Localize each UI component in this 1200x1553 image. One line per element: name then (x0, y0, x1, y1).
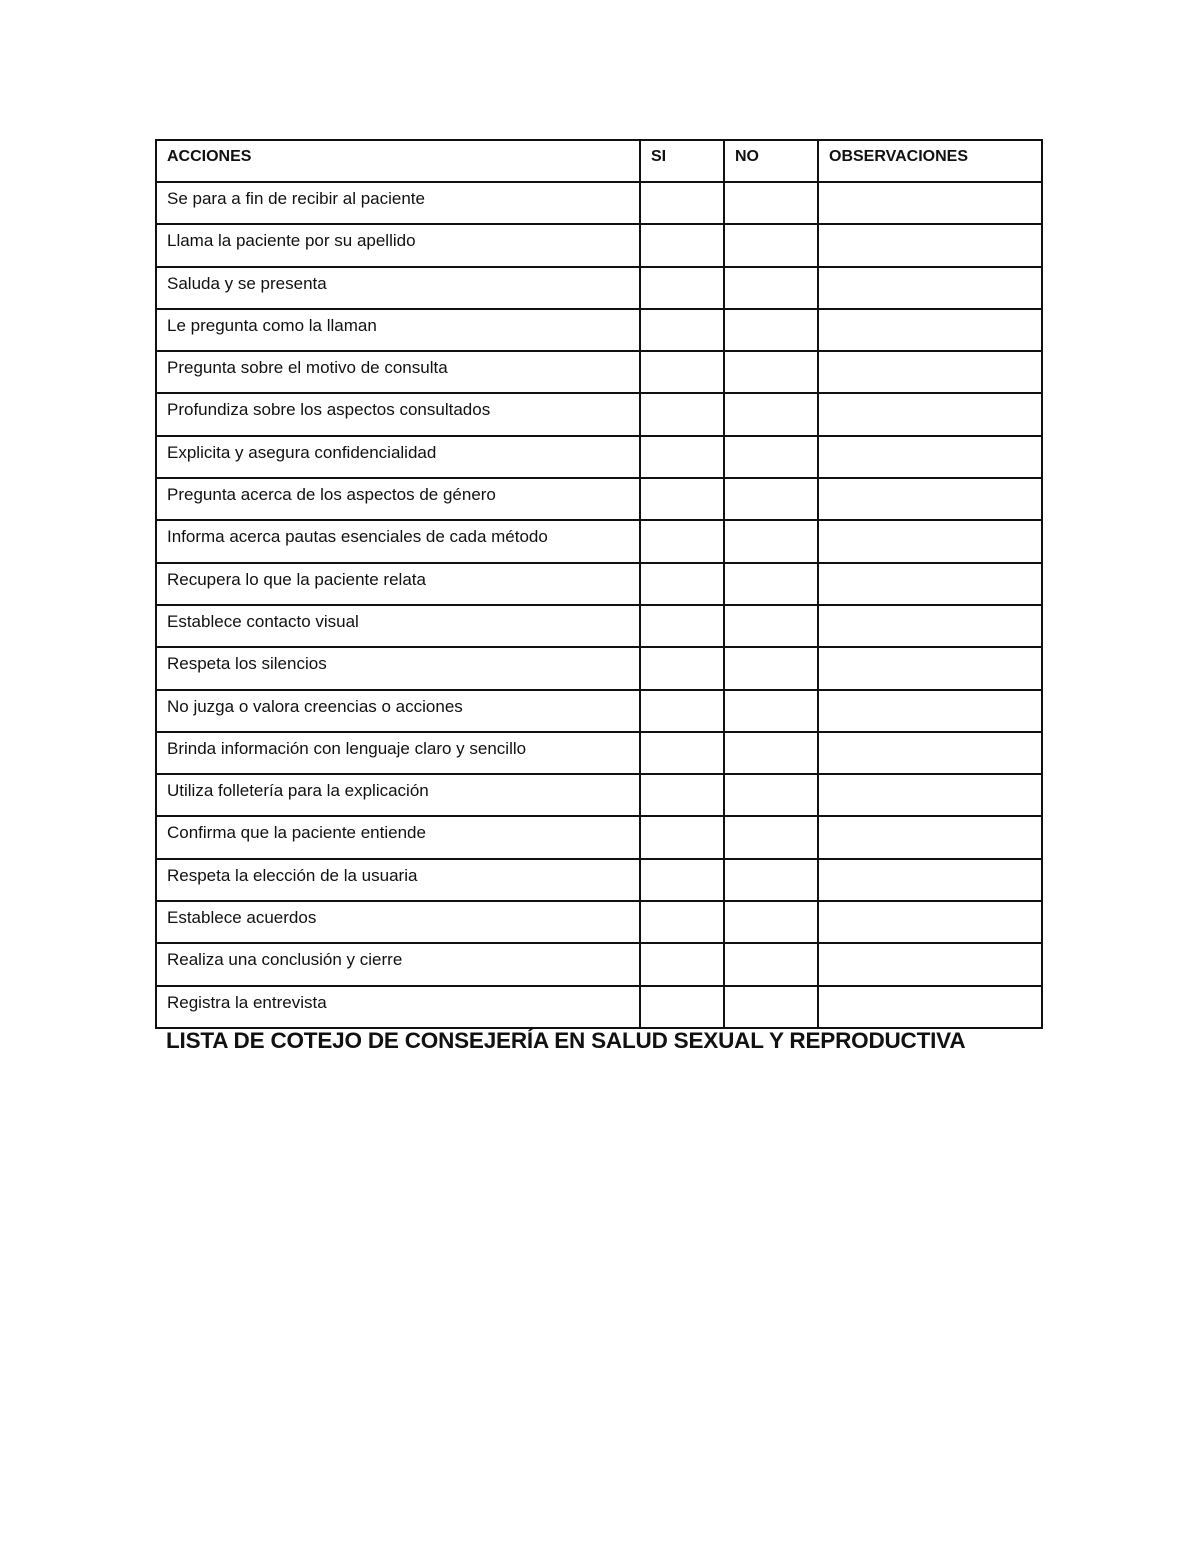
cell-si (640, 816, 724, 858)
table-row (156, 647, 1042, 689)
cell-observaciones (818, 901, 1042, 943)
table-row (156, 351, 1042, 393)
table-row (156, 436, 1042, 478)
cell-si (640, 224, 724, 266)
cell-accion: No juzga o valora creencias o acciones (156, 690, 640, 732)
table-row (156, 563, 1042, 605)
cell-accion: Establece contacto visual (156, 605, 640, 647)
cell-si (640, 309, 724, 351)
cell-observaciones (818, 859, 1042, 901)
cell-accion: Confirma que la paciente entiende (156, 816, 640, 858)
header-si: SI (640, 140, 724, 182)
cell-observaciones (818, 690, 1042, 732)
cell-accion: Informa acerca pautas esenciales de cada método (156, 520, 640, 562)
cell-accion: Llama la paciente por su apellido (156, 224, 640, 266)
cell-accion: Pregunta acerca de los aspectos de género (156, 478, 640, 520)
cell-no (724, 732, 818, 774)
cell-no (724, 816, 818, 858)
cell-accion: Realiza una conclusión y cierre (156, 943, 640, 985)
header-no: NO (724, 140, 818, 182)
cell-no (724, 647, 818, 689)
cell-si (640, 859, 724, 901)
cell-si (640, 774, 724, 816)
cell-observaciones (818, 393, 1042, 435)
cell-no (724, 436, 818, 478)
table-row (156, 393, 1042, 435)
cell-no (724, 901, 818, 943)
table-header-row (156, 140, 1042, 182)
cell-accion: Le pregunta como la llaman (156, 309, 640, 351)
cell-accion: Establece acuerdos (156, 901, 640, 943)
cell-no (724, 859, 818, 901)
cell-no (724, 267, 818, 309)
cell-accion: Brinda información con lenguaje claro y sencillo (156, 732, 640, 774)
cell-si (640, 478, 724, 520)
table-row (156, 774, 1042, 816)
cell-si (640, 943, 724, 985)
cell-si (640, 690, 724, 732)
cell-accion: Registra la entrevista (156, 986, 640, 1028)
table-row (156, 520, 1042, 562)
cell-si (640, 267, 724, 309)
cell-observaciones (818, 224, 1042, 266)
table-row (156, 605, 1042, 647)
cell-no (724, 393, 818, 435)
header-acciones: ACCIONES (156, 140, 640, 182)
cell-observaciones (818, 605, 1042, 647)
cell-observaciones (818, 774, 1042, 816)
checklist-body (156, 182, 1042, 1028)
cell-accion: Utiliza folletería para la explicación (156, 774, 640, 816)
cell-si (640, 182, 724, 224)
cell-accion: Recupera lo que la paciente relata (156, 563, 640, 605)
cell-observaciones (818, 351, 1042, 393)
cell-accion: Explicita y asegura confidencialidad (156, 436, 640, 478)
table-row (156, 690, 1042, 732)
cell-no (724, 986, 818, 1028)
cell-no (724, 351, 818, 393)
cell-accion: Pregunta sobre el motivo de consulta (156, 351, 640, 393)
cell-no (724, 224, 818, 266)
cell-observaciones (818, 647, 1042, 689)
cell-accion: Respeta los silencios (156, 647, 640, 689)
cell-no (724, 563, 818, 605)
cell-observaciones (818, 520, 1042, 562)
cell-no (724, 309, 818, 351)
table-row (156, 816, 1042, 858)
cell-si (640, 647, 724, 689)
cell-observaciones (818, 436, 1042, 478)
cell-accion: Profundiza sobre los aspectos consultados (156, 393, 640, 435)
table-row (156, 182, 1042, 224)
cell-no (724, 182, 818, 224)
table-row (156, 901, 1042, 943)
cell-si (640, 563, 724, 605)
cell-observaciones (818, 182, 1042, 224)
cell-si (640, 986, 724, 1028)
table-row (156, 309, 1042, 351)
cell-observaciones (818, 563, 1042, 605)
table-row (156, 943, 1042, 985)
cell-observaciones (818, 478, 1042, 520)
cell-si (640, 901, 724, 943)
cell-no (724, 774, 818, 816)
cell-no (724, 605, 818, 647)
cell-accion: Se para a fin de recibir al paciente (156, 182, 640, 224)
cell-observaciones (818, 816, 1042, 858)
table-row (156, 859, 1042, 901)
cell-accion: Respeta la elección de la usuaria (156, 859, 640, 901)
cell-si (640, 605, 724, 647)
cell-no (724, 690, 818, 732)
cell-no (724, 943, 818, 985)
checklist-table (155, 139, 1043, 1029)
cell-no (724, 520, 818, 562)
cell-si (640, 351, 724, 393)
cell-si (640, 393, 724, 435)
cell-si (640, 520, 724, 562)
cell-observaciones (818, 986, 1042, 1028)
table-row (156, 267, 1042, 309)
cell-si (640, 732, 724, 774)
cell-observaciones (818, 309, 1042, 351)
cell-observaciones (818, 732, 1042, 774)
table-row (156, 732, 1042, 774)
cell-observaciones (818, 267, 1042, 309)
document-title: LISTA DE COTEJO DE CONSEJERÍA EN SALUD SEXUAL Y REPRODUCTIVA (166, 1028, 966, 1053)
cell-observaciones (818, 943, 1042, 985)
cell-no (724, 478, 818, 520)
cell-accion: Saluda y se presenta (156, 267, 640, 309)
table-row (156, 224, 1042, 266)
cell-si (640, 436, 724, 478)
table-row (156, 986, 1042, 1028)
header-observaciones: OBSERVACIONES (818, 140, 1042, 182)
table-row (156, 478, 1042, 520)
